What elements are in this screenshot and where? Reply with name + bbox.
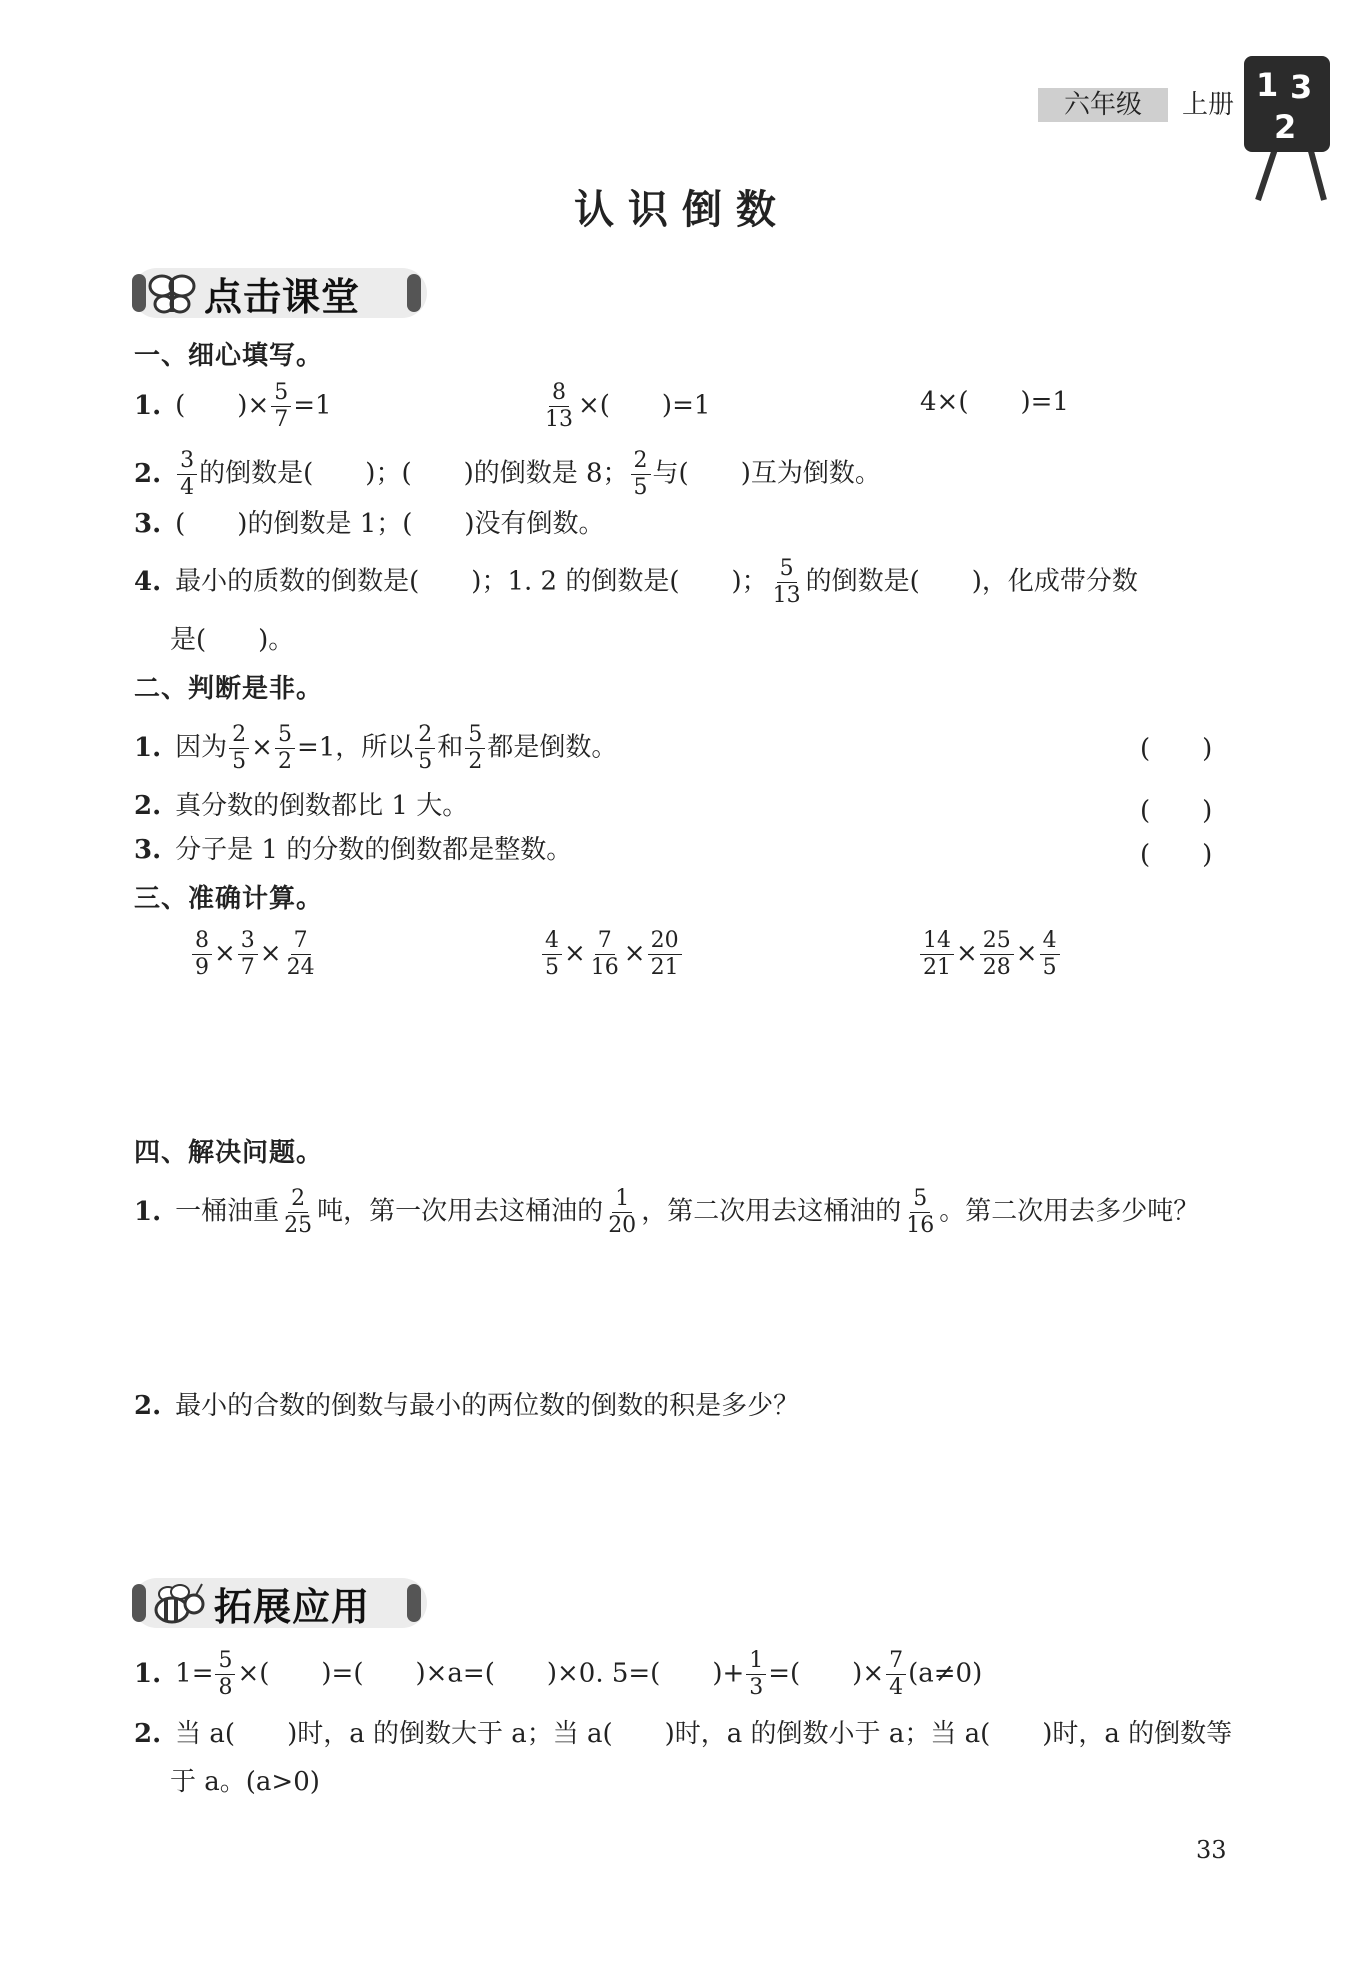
bee-icon (146, 1578, 208, 1628)
answer-paren[interactable]: ( ) (1140, 734, 1213, 764)
numerator: 1 (612, 1186, 632, 1213)
denominator: 3 (749, 1675, 764, 1700)
question-number: 4. (134, 566, 162, 597)
numerator: 3 (238, 928, 258, 955)
section-heading-judge: 二、判断是非。 (134, 674, 324, 704)
text: (a≠0) (908, 1658, 983, 1689)
numerator: 7 (291, 928, 311, 955)
text: 分子是 1 的分数的倒数都是整数。 (175, 835, 573, 865)
fraction (542, 928, 562, 981)
numerator: 25 (980, 928, 1014, 955)
numerator: 4 (542, 928, 562, 955)
numerator: 5 (275, 722, 295, 749)
banner-cap-left (132, 274, 146, 312)
answer-paren[interactable]: ( ) (1140, 840, 1213, 870)
fraction (542, 380, 576, 433)
section-banner-extension (132, 1578, 427, 1628)
numerator: 5 (910, 1186, 930, 1213)
judge-q3 (134, 828, 572, 872)
text: 和 (437, 732, 464, 763)
fraction (631, 448, 651, 501)
text: ×( )=1 (578, 390, 711, 421)
denominator: 13 (545, 407, 573, 432)
svg-text:2: 2 (1274, 108, 1297, 146)
ext-q2-cont: 于 a。(a>0) (170, 1767, 320, 1797)
text: ×( )=( )×a=( )×0. 5=( )+ (237, 1658, 745, 1689)
numerator: 8 (192, 928, 212, 955)
fraction (275, 722, 295, 775)
svg-text:1: 1 (1256, 66, 1279, 104)
section-heading-fill: 一、细心填写。 (134, 341, 324, 371)
fraction (415, 722, 435, 775)
page-title: 认 识 倒 数 (574, 187, 776, 233)
numerator: 2 (631, 448, 651, 475)
fraction (271, 380, 291, 433)
numerator: 5 (271, 380, 291, 407)
calc-expr-3 (918, 928, 1062, 981)
solve-q1 (134, 1186, 1199, 1239)
denominator: 24 (286, 955, 315, 980)
term-label: 上册 (1182, 90, 1235, 120)
fill-q1-a (134, 380, 332, 433)
denominator: 21 (923, 955, 951, 980)
banner-cap-right (407, 1584, 421, 1622)
question-number: 2. (134, 791, 162, 821)
denominator: 16 (906, 1213, 935, 1238)
denominator: 4 (889, 1675, 904, 1700)
banner-cap-right (407, 274, 421, 312)
question-number: 3. (134, 835, 162, 865)
denominator: 9 (195, 955, 209, 980)
text: ，第二次用去这桶油的 (641, 1196, 902, 1227)
fraction (588, 928, 622, 981)
denominator: 7 (274, 407, 289, 432)
numerator: 7 (886, 1648, 906, 1675)
question-number: 1. (134, 390, 162, 421)
fraction (215, 1648, 235, 1701)
times-sign: × (623, 938, 646, 969)
judge-q1 (134, 722, 617, 775)
fraction (886, 1648, 906, 1701)
times-sign: × (1015, 938, 1038, 969)
judge-q2 (134, 784, 468, 828)
answer-paren[interactable]: ( ) (1140, 796, 1213, 826)
text: 。第二次用去多少吨？ (939, 1196, 1200, 1227)
times-sign: × (214, 938, 236, 969)
numerator: 5 (465, 722, 485, 749)
numerator: 4 (1040, 928, 1060, 955)
numerator: 5 (215, 1648, 235, 1675)
denominator: 2 (277, 749, 292, 774)
ext-q1 (134, 1648, 982, 1701)
fraction (770, 556, 804, 609)
fill-q2 (134, 448, 881, 501)
solve-q2 (134, 1384, 799, 1428)
calc-expr-2 (540, 928, 684, 981)
numerator: 3 (177, 448, 197, 475)
text: =( )× (768, 1658, 885, 1689)
text: 一桶油重 (175, 1196, 280, 1227)
text: 当 a( )时，a 的倒数大于 a；当 a( )时，a 的倒数小于 a；当 a( )时，a 的倒数等 (175, 1719, 1233, 1749)
numerator: 5 (777, 556, 797, 583)
denominator: 25 (284, 1213, 313, 1238)
numerator: 2 (415, 722, 435, 749)
fraction (746, 1648, 766, 1701)
times-sign: × (956, 938, 978, 969)
numerator: 14 (920, 928, 954, 955)
fill-q1-c: 4×( )=1 (920, 387, 1069, 417)
text: ( )× (175, 390, 270, 421)
fraction (920, 928, 954, 981)
denominator: 8 (218, 1675, 233, 1700)
text: 吨，第一次用去这桶油的 (317, 1196, 604, 1227)
denominator: 5 (545, 955, 559, 980)
banner-title: 点击课堂 (204, 274, 361, 319)
text: 的倒数是( )；( )的倒数是 8； (199, 458, 629, 489)
text: 都是倒数。 (487, 732, 618, 763)
fraction (192, 928, 212, 981)
denominator: 5 (633, 475, 648, 500)
text: 1= (175, 1658, 214, 1689)
denominator: 5 (418, 749, 433, 774)
question-number: 1. (134, 732, 162, 763)
denominator: 28 (982, 955, 1011, 980)
question-number: 2. (134, 1719, 162, 1749)
fill-q3 (134, 502, 605, 546)
numerator: 7 (595, 928, 615, 955)
denominator: 16 (590, 955, 619, 980)
denominator: 20 (608, 1213, 637, 1238)
denominator: 5 (1042, 955, 1057, 980)
text: ( )的倒数是 1；( )没有倒数。 (175, 509, 605, 539)
numerator: 8 (549, 380, 569, 407)
butterfly-icon (146, 268, 198, 318)
question-number: 3. (134, 509, 162, 539)
text: 最小的合数的倒数与最小的两位数的倒数的积是多少？ (175, 1391, 800, 1421)
denominator: 5 (232, 749, 247, 774)
denominator: 2 (468, 749, 483, 774)
banner-cap-left (132, 1584, 146, 1622)
ext-q2 (134, 1712, 1232, 1756)
numerator: 20 (648, 928, 682, 955)
grade-label: 六年级 (1038, 88, 1168, 122)
svg-text:3: 3 (1290, 68, 1313, 106)
text: =1，所以 (296, 732, 414, 763)
times-sign: × (251, 732, 273, 763)
text: 的倒数是( )，化成带分数 (805, 566, 1138, 597)
page-number: 33 (1196, 1836, 1227, 1864)
text: 最小的质数的倒数是( )；1. 2 的倒数是( )； (175, 566, 768, 597)
question-number: 1. (134, 1196, 162, 1227)
numerator: 2 (288, 1186, 308, 1213)
denominator: 13 (772, 583, 801, 608)
times-sign: × (564, 938, 586, 969)
banner-title: 拓展应用 (214, 1584, 371, 1629)
times-sign: × (259, 938, 282, 969)
section-heading-solve: 四、解决问题。 (134, 1138, 324, 1168)
fraction (980, 928, 1014, 981)
question-number: 2. (134, 1391, 162, 1421)
question-number: 2. (134, 458, 162, 489)
fraction (465, 722, 485, 775)
question-number: 1. (134, 1658, 162, 1689)
section-heading-calc: 三、准确计算。 (134, 884, 324, 914)
fraction (1040, 928, 1060, 981)
fraction (281, 1186, 315, 1239)
text: =1 (293, 390, 332, 421)
fraction (605, 1186, 639, 1239)
numerator: 2 (229, 722, 249, 749)
fraction (284, 928, 318, 981)
fill-q4 (134, 556, 1138, 609)
section-banner-classroom (132, 268, 427, 318)
fraction (238, 928, 258, 981)
calc-expr-1 (190, 928, 320, 981)
fraction (903, 1186, 937, 1239)
text: 与( )互为倒数。 (652, 458, 881, 489)
text: 真分数的倒数都比 1 大。 (175, 791, 469, 821)
denominator: 21 (650, 955, 679, 980)
fraction (229, 722, 249, 775)
fill-q4-cont: 是( )。 (170, 625, 295, 655)
text: 因为 (175, 732, 228, 763)
fill-q1-b (540, 380, 710, 433)
denominator: 7 (240, 955, 255, 980)
fraction (177, 448, 197, 501)
denominator: 4 (180, 475, 195, 500)
fraction (648, 928, 682, 981)
numerator: 1 (746, 1648, 766, 1675)
